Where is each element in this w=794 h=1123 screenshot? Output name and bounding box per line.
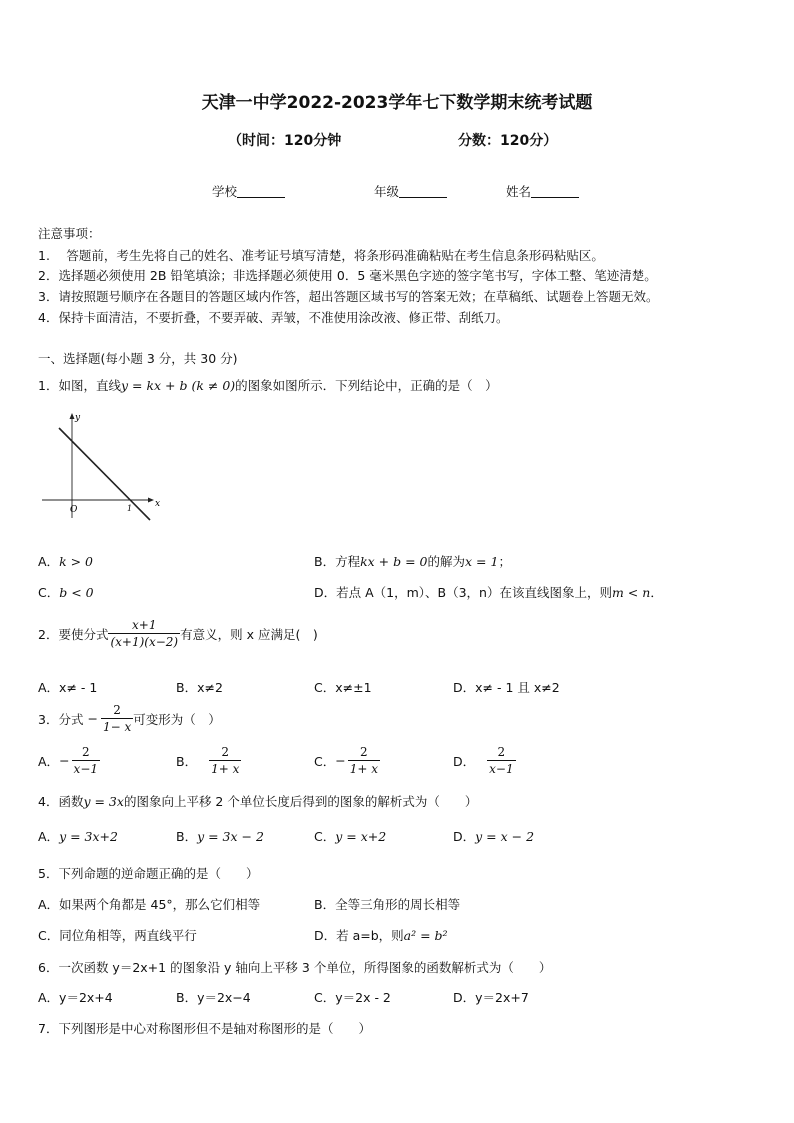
y-axis-label: y (75, 413, 81, 423)
question-1-graph (38, 410, 163, 528)
fraction-numerator: 2 (101, 702, 133, 719)
option-math: k > 0 (59, 554, 94, 569)
question-1-text: 1．如图，直线 (38, 378, 121, 393)
fraction-denominator: x−1 (489, 762, 514, 776)
option-label: D． (453, 753, 476, 769)
question-6-option-a[interactable]: A．y＝2x+4 (38, 990, 113, 1005)
grade-label: 年级 (374, 184, 400, 199)
fraction-denominator: x−1 (73, 762, 99, 776)
question-5-option-c[interactable]: C．同位角相等，两直线平行 (38, 928, 197, 943)
option-text: D．若点 A（1，m）、B（3，n）在该直线图象上，则 (314, 585, 612, 600)
option-math: y = 3x+2 (59, 829, 118, 844)
option-fraction (348, 744, 380, 777)
question-4-option-c[interactable] (314, 827, 386, 845)
school-blank[interactable] (237, 185, 285, 198)
question-5-option-a[interactable]: A．如果两个角都是 45°，那么它们相等 (38, 897, 261, 912)
y-axis-arrow-icon (70, 413, 75, 419)
option-label: B． (176, 829, 198, 844)
question-4-text-end: 的图象向上平移 2 个单位长度后得到的图象的解析式为（ ） (123, 794, 478, 809)
notice-item: 3．请按照题号顺序在各题目的答题区域内作答，超出答题区域书写的答案无效；在草稿纸、试题卷上答题无效。 (38, 289, 659, 304)
x-axis-arrow-icon (148, 498, 154, 503)
option-text: ； (498, 554, 511, 569)
question-1-option-a[interactable] (38, 552, 93, 570)
question-2-fraction (108, 617, 180, 650)
name-field (506, 182, 579, 200)
name-label: 姓名 (506, 184, 532, 199)
question-3-option-d[interactable] (453, 744, 516, 777)
name-blank[interactable] (531, 185, 579, 198)
fraction-denominator: 1+ x (211, 762, 240, 776)
option-text: 的解为 (427, 554, 466, 569)
question-3-option-c[interactable] (314, 744, 380, 777)
option-label: C． (314, 753, 336, 769)
option-label: B．方程 (314, 554, 361, 569)
question-2-option-a[interactable]: A．x≠ - 1 (38, 680, 98, 695)
minus-sign: − (87, 711, 98, 726)
minus-sign: − (59, 753, 70, 768)
school-field (212, 182, 285, 200)
option-fraction (72, 744, 100, 777)
question-5-option-b[interactable]: B．全等三角形的周长相等 (314, 897, 461, 912)
option-label: C． (38, 585, 60, 600)
question-4-option-b[interactable] (176, 827, 264, 845)
question-4-option-a[interactable] (38, 827, 118, 845)
question-2-option-d[interactable]: D．x≠ - 1 且 x≠2 (453, 680, 560, 695)
notice-heading: 注意事项： (38, 226, 101, 241)
question-1-formula: y = kx + b (k ≠ 0) (120, 378, 236, 393)
question-4-text: 4．函数 (38, 794, 84, 809)
notice-item: 4．保持卡面清洁，不要折叠，不要弄破、弄皱，不准使用涂改液、修正带、刮纸刀。 (38, 310, 509, 325)
option-math: a² = b² (403, 928, 448, 943)
question-6-stem: 6．一次函数 y＝2x+1 的图象沿 y 轴向上平移 3 个单位，所得图象的函数解析式为（ ） (38, 960, 552, 975)
option-math: y = 3x − 2 (197, 829, 264, 844)
option-math: y = x+2 (335, 829, 387, 844)
question-2-option-c[interactable]: C．x≠±1 (314, 680, 372, 695)
option-label: D． (453, 829, 476, 844)
school-label: 学校 (212, 184, 238, 199)
option-math: kx + b = 0 (360, 554, 428, 569)
option-label: A． (38, 829, 60, 844)
option-math: x = 1 (465, 554, 499, 569)
question-6-option-d[interactable]: D．y＝2x+7 (453, 990, 529, 1005)
option-text: ． (650, 585, 663, 600)
option-label: A． (38, 753, 60, 769)
question-3-option-a[interactable] (38, 744, 100, 777)
fraction-numerator: 2 (209, 744, 241, 761)
question-4-option-d[interactable] (453, 827, 534, 845)
option-fraction (209, 744, 241, 777)
question-5-option-d[interactable] (314, 926, 448, 944)
fraction-numerator: x+1 (108, 617, 180, 634)
fraction-numerator: 2 (348, 744, 380, 761)
question-2-option-b[interactable]: B．x≠2 (176, 680, 223, 695)
question-5-stem: 5．下列命题的逆命题正确的是（ ） (38, 866, 259, 881)
question-7-stem: 7．下列图形是中心对称图形但不是轴对称图形的是（ ） (38, 1021, 371, 1036)
minus-sign: − (335, 753, 346, 768)
question-6-option-b[interactable]: B．y＝2x−4 (176, 990, 251, 1005)
question-4-stem (38, 792, 477, 810)
exam-score: 分数：120分） (458, 133, 558, 149)
option-math: m < n (611, 585, 651, 600)
question-3-fraction (101, 702, 133, 735)
origin-label: O (70, 505, 78, 515)
question-3-option-b[interactable] (176, 744, 241, 777)
question-1-option-d[interactable] (314, 583, 663, 601)
option-fraction (487, 744, 515, 777)
notice-item: 2．选择题必须使用 2B 铅笔填涂；非选择题必须使用 0．5 毫米黑色字迹的签字笔书写，字体工整、笔迹清楚。 (38, 268, 657, 283)
fraction-denominator: (x+1)(x−2) (110, 635, 179, 649)
x-tick-label: 1 (127, 504, 133, 513)
option-text: D．若 a=b，则 (314, 928, 404, 943)
option-math: b < 0 (59, 585, 94, 600)
exam-time: （时间：120分钟 (228, 133, 342, 149)
question-2-text-end: 有意义，则 x 应满足( ) (180, 626, 318, 642)
question-1-text-end: 的图象如图所示．下列结论中，正确的是（ ） (235, 378, 498, 393)
question-4-formula: y = 3x (83, 794, 124, 809)
page-title: 天津一中学2022-2023学年七下数学期末统考试题 (201, 93, 593, 113)
question-3-text-end: 可变形为（ ） (133, 711, 221, 727)
grade-field (374, 182, 447, 200)
question-3-stem (38, 702, 221, 735)
fraction-numerator: 2 (487, 744, 515, 761)
section-heading: 一、选择题(每小题 3 分，共 30 分) (38, 351, 238, 366)
fraction-denominator: 1− x (102, 720, 132, 734)
fraction-numerator: 2 (72, 744, 100, 761)
option-label: B． (176, 753, 198, 769)
question-1-stem (38, 376, 498, 394)
question-2-text: 2．要使分式 (38, 626, 109, 642)
question-6-option-c[interactable]: C．y＝2x - 2 (314, 990, 391, 1005)
fraction-denominator: 1+ x (349, 762, 378, 776)
option-math: y = x − 2 (475, 829, 535, 844)
notice-item: 1. 答题前，考生先将自己的姓名、准考证号填写清楚，将条形码准确粘贴在考生信息条形码粘贴区。 (38, 248, 604, 263)
question-2-stem (38, 617, 318, 650)
x-axis-label: x (155, 499, 161, 509)
option-label: A． (38, 554, 60, 569)
question-1-option-b[interactable] (314, 552, 511, 570)
grade-blank[interactable] (399, 185, 447, 198)
question-3-text: 3．分式 (38, 711, 84, 727)
question-1-option-c[interactable] (38, 583, 94, 601)
option-label: C． (314, 829, 336, 844)
